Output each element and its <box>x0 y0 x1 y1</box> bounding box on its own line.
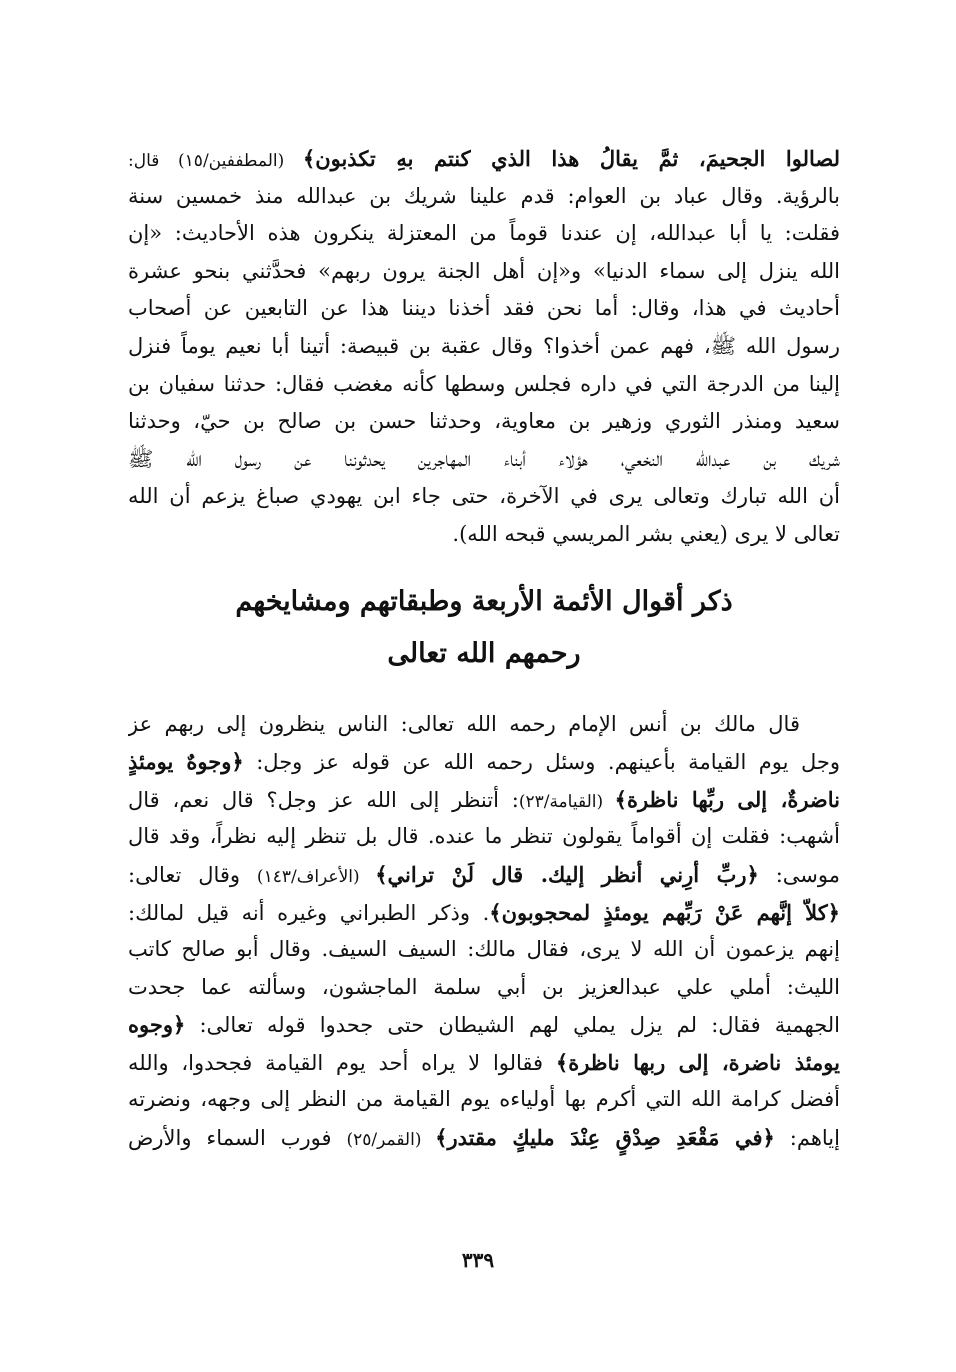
citation: (الأعراف/١٤٣) <box>256 866 376 887</box>
text-line: الله ينزل إلى سماء الدنيا» و«إن أهل الجنة يرون ربهم» فحدَّثني بنحو عشرة <box>128 258 840 283</box>
text-line: قال مالك بن أنس الإمام رحمه الله تعالى: الناس ينظرون إلى ربهم عز <box>128 711 800 736</box>
text-line: أفضل كرامة الله التي أكرم بها أولياءه يوم القيامة من النظر إلى وجهه، ونضرته <box>128 1087 840 1112</box>
quran-quote: ﴿كلاّ إنَّهم عَنْ رَبِّهم يومئذٍ لمحجوبون﴾ <box>489 899 840 925</box>
text-line: ناضرةٌ، إلى ربِّها ناظرة﴾ (القيامة/٢٣): أتنظر إلى الله عز وجل؟ قال نعم، قال <box>128 786 840 812</box>
section-subheading: رحمهم الله تعالى <box>387 637 581 669</box>
quran-quote: يومئذ ناضرة، إلى ربها ناظرة﴾ <box>555 1049 840 1075</box>
text-line: بالرؤية. وقال عباد بن العوام: قدم علينا شريك بن عبدالله منذ خمسين سنة <box>128 183 840 208</box>
quran-quote: لصالوا الجحيمَ، ثمَّ يقالُ هذا الذي كنتم بهِ تكذبون﴾ <box>302 146 840 171</box>
citation: (القمر/٢٥) <box>346 1130 436 1151</box>
text-line: تعالى لا يرى (يعني بشر المريسي قبحه الله). <box>452 521 840 546</box>
quran-quote: ﴿ربِّ أرِني أنظر إليك. قال لَنْ تراني﴾ <box>375 861 759 887</box>
section-heading: ذكر أقوال الأئمة الأربعة وطبقاتهم ومشايخهم <box>235 585 733 617</box>
quran-quote: ﴿في مَقْعَدِ صِدْقٍ عِنْدَ مليكٍ مقتدر﴾ <box>435 1125 775 1151</box>
quran-quote: ﴿وجوه <box>128 1012 186 1038</box>
text-line: إلينا من الدرجة التي في داره فجلس وسطها كأنه مغضب فقال: حدثنا سفيان بن <box>128 371 840 396</box>
paragraph-1 <box>128 140 840 554</box>
text-line: ﴿كلاّ إنَّهم عَنْ رَبِّهم يومئذٍ لمحجوبون﴾. وذكر الطبراني وغيره أنه قيل لمالك: <box>128 899 840 925</box>
text-line: الجهمية فقال: لم يزل يملي لهم الشيطان حتى جحدوا قوله تعالى: ﴿وجوه <box>128 1012 840 1038</box>
text-line: موسى: ﴿ربِّ أرِني أنظر إليك. قال لَنْ تراني﴾ (الأعراف/١٤٣) وقال تعالى: <box>128 861 840 887</box>
text-line: سعيد ومنذر الثوري وزهير بن معاوية، وحدثنا حسن بن صالح بن حيّ، وحدثنا <box>128 409 840 434</box>
text-line: وجل يوم القيامة بأعينهم. وسئل رحمه الله عن قوله عز وجل: ﴿وجوهٌ يومئذٍ <box>128 749 840 775</box>
paragraph-2 <box>128 706 840 1157</box>
text-line: أحاديث في هذا، وقال: أما نحن فقد أخذنا ديننا هذا عن التابعين عن أصحاب <box>128 296 840 321</box>
text-line: أن الله تبارك وتعالى يرى في الآخرة، حتى جاء ابن يهودي صباغ يزعم أن الله <box>128 484 840 509</box>
text-line: فقلت: يا أبا عبدالله، إن عندنا قوماً من المعتزلة ينكرون هذه الأحاديث: «إن <box>128 221 840 246</box>
quran-quote: ناضرةٌ، إلى ربِّها ناظرة﴾ <box>614 786 840 812</box>
text-line: إنهم يزعمون أن الله لا يرى، فقال مالك: السيف السيف. وقال أبو صالح كاتب <box>128 937 840 962</box>
text-column <box>128 140 840 1157</box>
text-line: إياهم: ﴿في مَقْعَدِ صِدْقٍ عِنْدَ مليكٍ مقتدر﴾ (القمر/٢٥) فورب السماء والأرض <box>128 1125 840 1151</box>
text-line: يومئذ ناضرة، إلى ربها ناظرة﴾ فقالوا لا يراه أحد يوم القيامة فجحدوا، والله <box>128 1049 840 1075</box>
citation: (القيامة/٢٣) <box>518 791 615 812</box>
text-line: الليث: أملي علي عبدالعزيز بن أبي سلمة الماجشون، وسألته عما جحدت <box>128 974 840 999</box>
page-number: ٣٣٩ <box>461 1248 495 1272</box>
text-line: شريك بن عبدالله النخعي، هؤلاء أبناء المهاجرين يحدثوننا عن رسول الله ﷺ <box>128 446 840 471</box>
quran-quote: ﴿وجوهٌ يومئذٍ <box>128 749 244 775</box>
text-line: رسول الله ﷺ، فهم عمن أخذوا؟ وقال عقبة بن قبيصة: أتينا أبا نعيم يوماً فنزل <box>128 333 840 358</box>
text-line: أشهب: فقلت إن أقواماً يقولون تنظر ما عنده. قال بل تنظر إليه نظراً، وقد قال <box>128 824 840 849</box>
text-line <box>128 140 840 178</box>
citation: (المطففين/١٥) قال: <box>128 151 303 171</box>
